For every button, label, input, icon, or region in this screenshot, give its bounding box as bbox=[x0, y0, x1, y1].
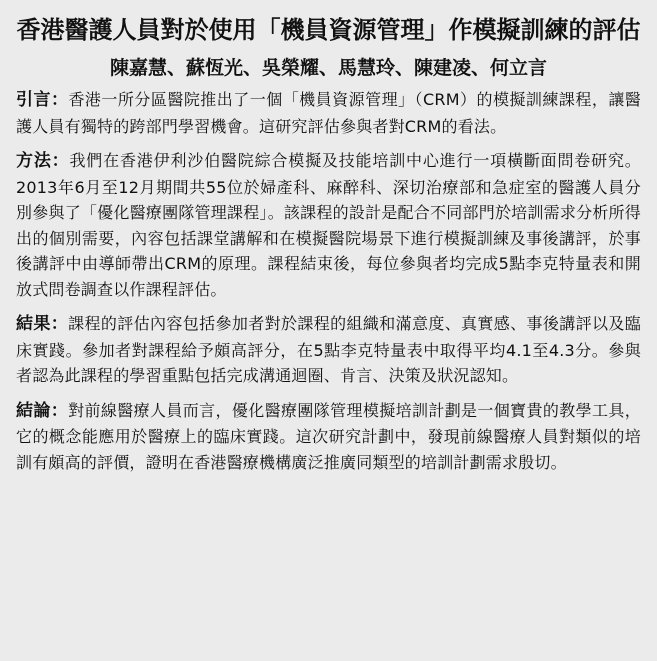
section-label: 引言： bbox=[16, 90, 69, 110]
section-text: 課程的評估內容包括參加者對於課程的組織和滿意度、真實感、事後講評以及臨床實踐。參加者對課程給予頗高評分，在5點李克特量表中取得平均4.1至4.3分。參與者認為此課程的學習重點包括完成溝通迴圈、肯言、決策及狀況認知。 bbox=[16, 314, 641, 385]
author-list: 陳嘉慧、蘇恆光、吳榮耀、馬慧玲、陳建凌、何立言 bbox=[109, 57, 547, 79]
section-label: 結果： bbox=[16, 314, 69, 334]
section-label: 結論： bbox=[16, 400, 69, 421]
section-label: 方法： bbox=[16, 151, 70, 171]
paper-title: 香港醫護人員對於使用「機員資源管理」作模擬訓練的評估 bbox=[16, 16, 641, 44]
section-text: 我們在香港伊利沙伯醫院綜合模擬及技能培訓中心進行一項橫斷面問卷研究。2013年6月至12月期間共55位於婦產科、麻醉科、深切治療部和急症室的醫護人員分別參與了「優化醫療團隊管理課程」。該課程的設計是配合不同部門於培訓需求分析所得出的個別需要，內容包括課堂講解和在模擬醫院場景下進行模擬訓練及事後講評，於事後講評中由導師帶出CRM的原理。課程結束後，每位參與者均完成5點李克特量表和開放式問卷調查以作課程評估。 bbox=[16, 151, 641, 299]
section-methods bbox=[16, 148, 641, 302]
section-introduction bbox=[16, 87, 641, 139]
section-text: 香港一所分區醫院推出了一個「機員資源管理」（CRM）的模擬訓練課程，讓醫護人員有獨特的跨部門學習機會。這研究評估參與者對CRM的看法。 bbox=[16, 90, 642, 136]
section-results bbox=[16, 311, 641, 389]
section-conclusion bbox=[16, 398, 641, 476]
section-text: 對前線醫療人員而言，優化醫療團隊管理模擬培訓計劃是一個寶貴的教學工具，它的概念能應用於醫療上的臨床實踐。這次研究計劃中，發現前線醫療人員對類似的培訓有頗高的評價，證明在香港醫療機構廣泛推廣同類型的培訓計劃需求殷切。 bbox=[16, 400, 641, 472]
